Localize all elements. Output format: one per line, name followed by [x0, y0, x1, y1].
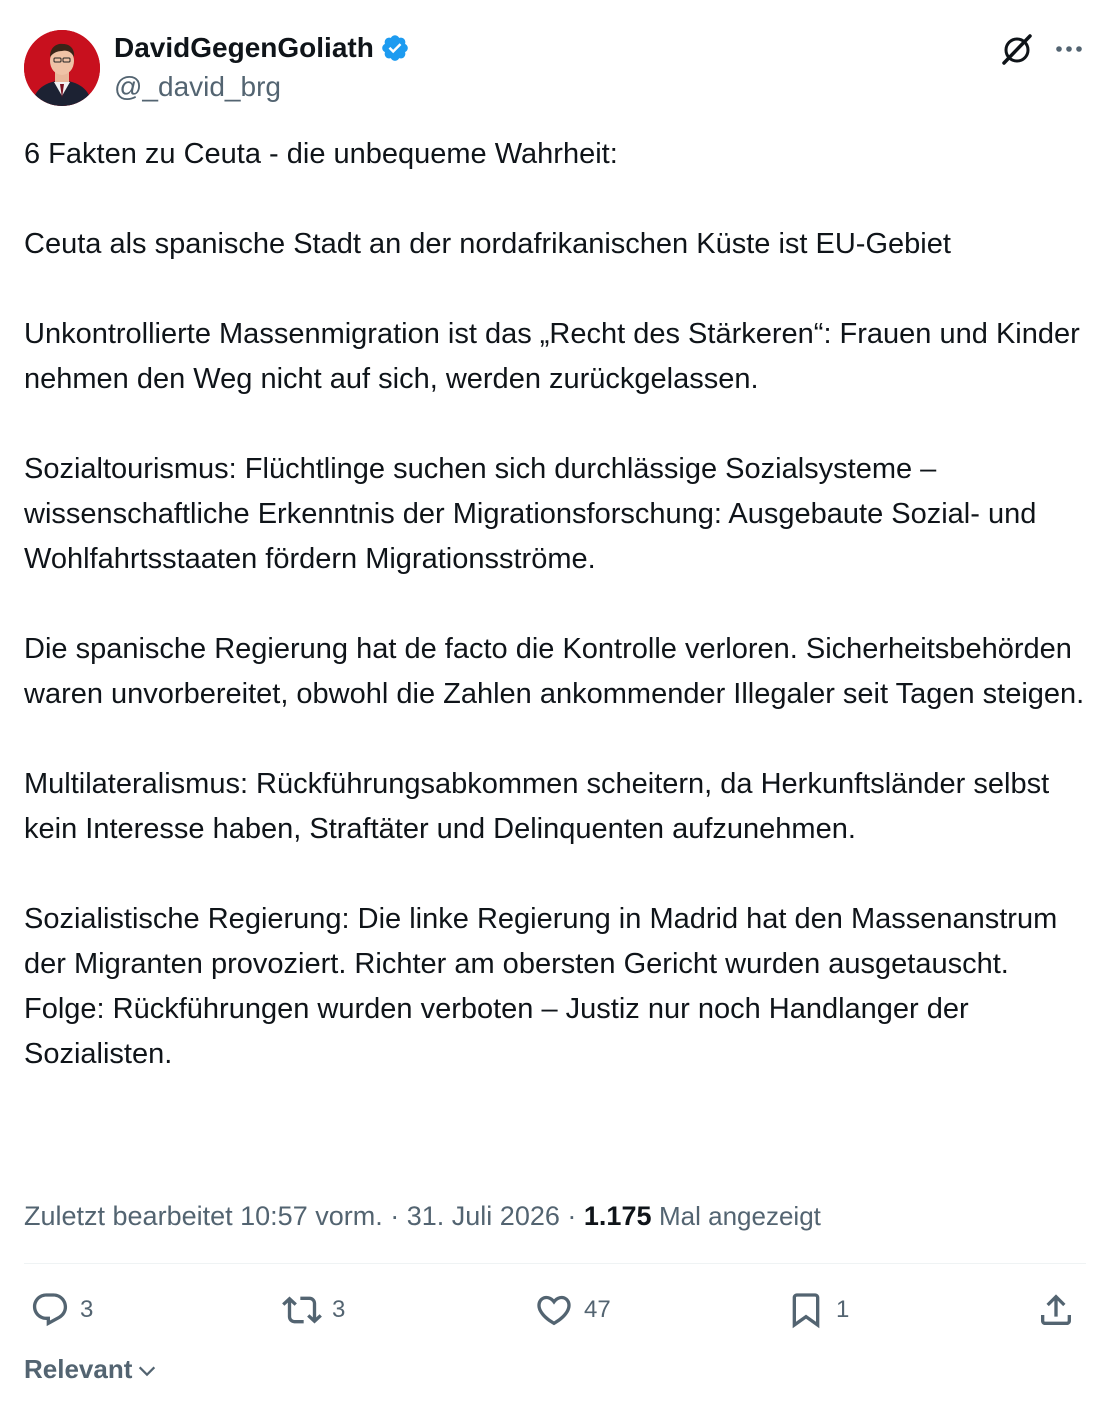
avatar[interactable] — [24, 30, 100, 106]
tweet-date[interactable]: 31. Juli 2026 — [406, 1201, 560, 1231]
views-count: 1.175 — [583, 1201, 652, 1231]
tweet-paragraph: 6 Fakten zu Ceuta - die unbequeme Wahrheit: — [24, 138, 618, 170]
bookmark-icon — [786, 1290, 826, 1330]
meta-separator: · — [567, 1201, 577, 1231]
views-label: Mal angezeigt — [659, 1201, 821, 1231]
author-handle[interactable]: @_david_brg — [114, 71, 281, 102]
retweet-count: 3 — [332, 1296, 346, 1323]
meta-separator: · — [390, 1201, 400, 1231]
author-name[interactable] — [114, 31, 410, 65]
bookmark-button[interactable] — [786, 1288, 849, 1332]
bookmark-count: 1 — [836, 1296, 850, 1323]
tweet-text — [24, 132, 1090, 1077]
tweet-time[interactable]: 10:57 vorm. — [240, 1201, 383, 1231]
reply-count: 3 — [80, 1296, 94, 1323]
grok-icon[interactable] — [998, 30, 1036, 68]
edited-label[interactable]: Zuletzt bearbeitet — [24, 1201, 233, 1231]
tweet-paragraph: Multilateralismus: Rückführungsabkommen scheitern, da Herkunftsländer selbst kein Interesse haben, Straftäter und Delinquenten aufzunehmen. — [24, 768, 1050, 845]
more-icon[interactable] — [1050, 30, 1088, 68]
sort-dropdown[interactable] — [24, 1352, 158, 1386]
tweet-paragraph: Unkontrollierte Massenmigration ist das „Recht des Stärkeren“: Frauen und Kinder nehmen den Weg nicht auf sich, werden zurückgelassen. — [24, 318, 1080, 395]
like-button[interactable] — [534, 1288, 611, 1332]
retweet-button[interactable] — [282, 1288, 345, 1332]
share-button[interactable] — [1036, 1288, 1076, 1332]
tweet-paragraph: Sozialtourismus: Flüchtlinge suchen sich durchlässige Sozialsysteme – wissenschaftliche Erkenntnis der Migrationsforschung: Ausgebaute Sozial- und Wohlfahrtsstaaten fördern Migrationsströme. — [24, 453, 1037, 575]
verified-badge-icon[interactable] — [380, 33, 410, 63]
divider — [24, 1263, 1086, 1264]
retweet-icon — [282, 1290, 322, 1330]
display-name-text[interactable]: DavidGegenGoliath — [114, 32, 374, 63]
tweet-paragraph: Ceuta als spanische Stadt an der nordafrikanischen Küste ist EU-Gebiet — [24, 228, 951, 260]
reply-icon — [30, 1290, 70, 1330]
tweet-paragraph: Die spanische Regierung hat de facto die Kontrolle verloren. Sicherheitsbehörden waren unvorbereitet, obwohl die Zahlen ankommender Illegaler seit Tagen steigen. — [24, 633, 1085, 710]
heart-icon — [534, 1290, 574, 1330]
tweet-paragraph: Sozialistische Regierung: Die linke Regierung in Madrid hat den Massenanstrum der Migranten provoziert. Richter am obersten Gericht wurden ausgetauscht. Folge: Rückführungen wurden verboten – Justiz nur noch Handlanger der Sozialisten. — [24, 903, 1058, 1070]
chevron-down-icon — [136, 1356, 158, 1382]
like-count: 47 — [584, 1296, 611, 1323]
tweet-meta — [24, 1196, 821, 1236]
share-icon — [1036, 1290, 1076, 1330]
sort-label: Relevant — [24, 1354, 133, 1384]
reply-button[interactable] — [30, 1288, 93, 1332]
